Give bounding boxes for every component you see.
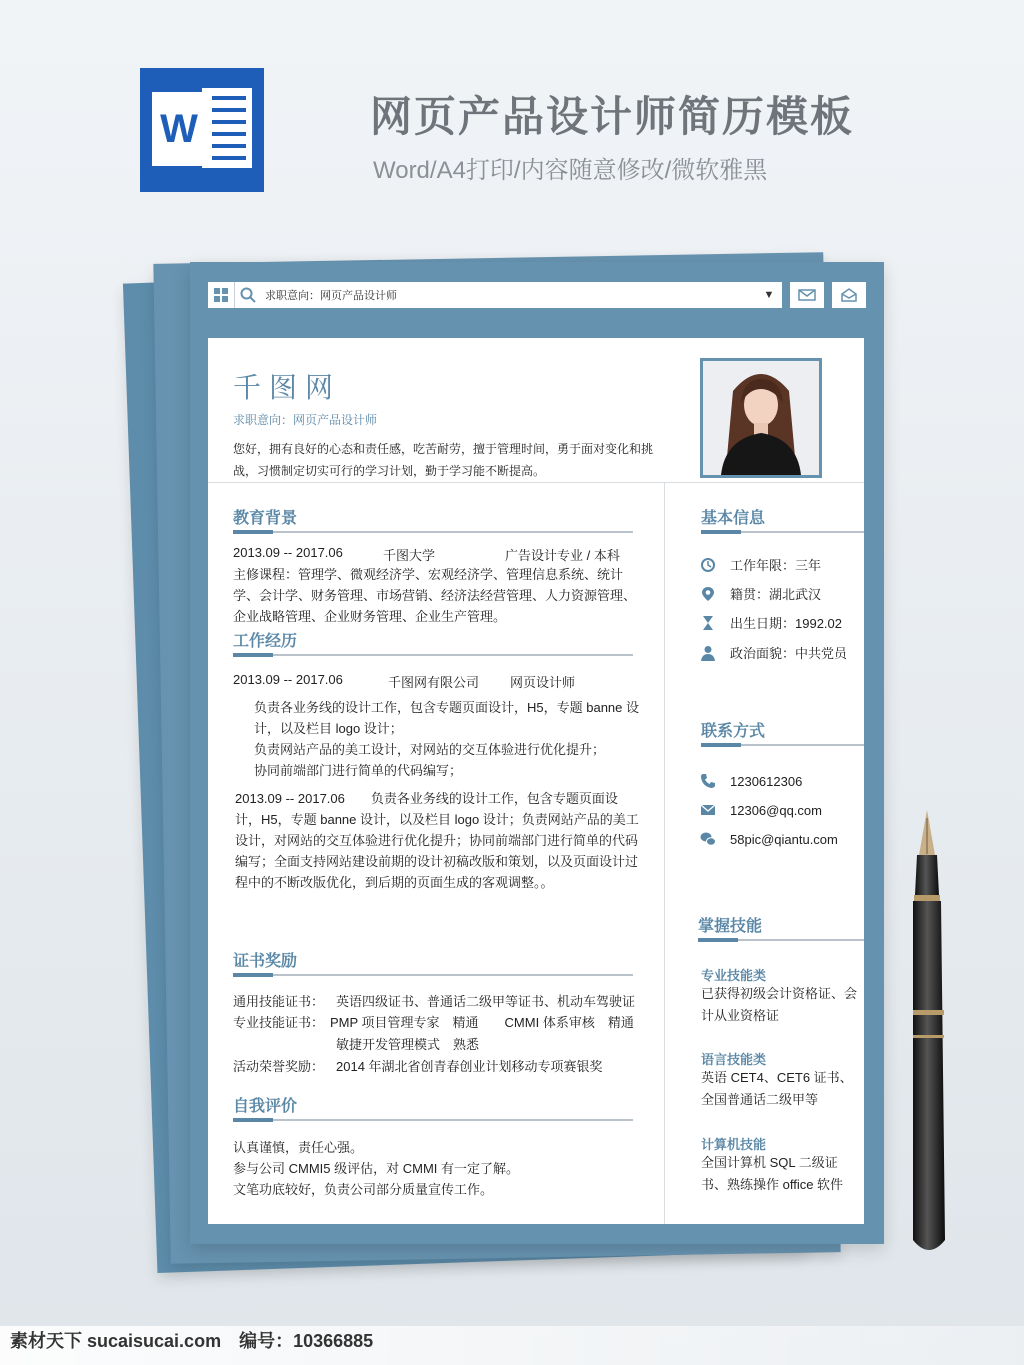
section-title-certs: 证书奖励 <box>233 953 298 970</box>
watermark: 素材天下 sucaisucai.com 编号：10366885 <box>0 1326 1024 1365</box>
fountain-pen-icon <box>905 810 955 1260</box>
info-politics: 政治面貌：中共党员 <box>700 643 847 662</box>
work-block-2: 2013.09 -- 2017.06 负责各业务线的设计工作，包含专题页面设计，H5，专题 banne 设计，以及栏目 logo 设计；负责网站产品的美工设计，对网站的交互体验进行优化提升；协同前端部门进行简单的代码编写；全面支持网站建设前期的设计初稿改版和策划，以及页面设计过程中的不断改版优化，到后期的页面生成的客观调整。。 <box>235 791 639 890</box>
contact-phone: 1230612306 <box>700 773 802 789</box>
self-line-1: 认真谨慎，责任心强。 <box>233 1140 364 1155</box>
skill-text-computer: 全国计算机 SQL 二级证书、熟练操作 office 软件 <box>701 1155 844 1192</box>
hourglass-icon <box>700 615 716 631</box>
left-column <box>208 483 665 1224</box>
mail-icon[interactable] <box>782 282 824 308</box>
section-title-education: 教育背景 <box>233 510 298 527</box>
candidate-name: 千图网 <box>233 372 342 403</box>
section-divider <box>701 744 864 746</box>
work-date-1: 2013.09 -- 2017.06 <box>233 672 343 687</box>
word-logo <box>140 68 264 192</box>
phone-icon <box>700 773 716 789</box>
section-title-contact: 联系方式 <box>701 723 766 740</box>
section-title-basic: 基本信息 <box>701 510 766 527</box>
section-divider <box>233 1119 633 1121</box>
education-courses: 主修课程：管理学、微观经济学、宏观经济学、管理信息系统、统计学、会计学、财务管理、市场营销、经济法经营管理、人力资源管理、企业战略管理、企业财务管理、企业生产管理。 <box>233 567 637 624</box>
section-title-self: 自我评价 <box>233 1098 298 1115</box>
cert-label-2: 专业技能证书： <box>233 1015 325 1030</box>
cert-value-2b: 敏捷开发管理模式 熟悉 <box>336 1037 480 1052</box>
hero-title: 网页产品设计师简历模板 <box>370 93 855 140</box>
right-column <box>665 483 864 1224</box>
skill-text-lang: 英语 CET4、CET6 证书、全国普通话二级甲等 <box>701 1070 853 1107</box>
cert-value-3: 2014 年湖北省创青春创业计划移动专项赛银奖 <box>336 1059 603 1074</box>
resume-paper <box>208 338 864 1224</box>
cert-label-1: 通用技能证书： <box>233 994 325 1009</box>
profile-photo <box>700 358 822 478</box>
job-intent: 求职意向：网页产品设计师 <box>233 413 378 427</box>
skill-text-pro: 已获得初级会计资格证、会计从业资格证 <box>701 986 858 1023</box>
cert-label-3: 活动荣誉奖励： <box>233 1059 325 1074</box>
hero-subtitle: Word/A4打印/内容随意修改/微软雅黑 <box>373 157 768 184</box>
word-letter: W <box>152 92 206 166</box>
work-company-1: 千图网有限公司 <box>388 675 480 690</box>
info-years: 工作年限：三年 <box>700 555 821 574</box>
section-divider <box>698 939 864 941</box>
cert-value-1: 英语四级证书、普通话二级甲等证书、机动车驾驶证 <box>336 994 636 1009</box>
mail-icon <box>700 802 716 818</box>
education-school: 千图大学 <box>383 548 436 563</box>
open-mail-icon[interactable] <box>824 282 866 308</box>
windows-icon[interactable] <box>208 282 235 308</box>
location-pin-icon <box>700 586 716 602</box>
section-divider <box>233 531 633 533</box>
cert-value-2: PMP 项目管理专家 精通 CMMI 体系审核 精通 <box>330 1015 634 1030</box>
self-line-3: 文笔功底较好，负责公司部分质量宣传工作。 <box>233 1182 494 1197</box>
section-divider <box>233 974 633 976</box>
work-desc-1: 负责各业务线的设计工作，包含专题页面设计，H5，专题 banne 设计，以及栏目 logo 设计； <box>254 700 639 736</box>
contact-email: 58pic@qiantu.com <box>700 831 838 847</box>
wechat-icon <box>700 831 716 847</box>
toolbar <box>208 282 866 308</box>
work-role-1: 网页设计师 <box>510 675 576 690</box>
education-major: 广告设计专业 / 本科 <box>505 548 620 563</box>
skill-heading-computer: 计算机技能 <box>701 1137 767 1152</box>
self-line-2: 参与公司 CMMI5 级评估，对 CMMI 有一定了解。 <box>233 1161 519 1176</box>
document-lines-icon <box>202 88 252 168</box>
section-title-skills: 掌握技能 <box>698 918 763 935</box>
section-divider <box>233 654 633 656</box>
section-title-work: 工作经历 <box>233 633 298 650</box>
work-years-icon <box>700 557 716 573</box>
resume-header <box>208 338 864 483</box>
intro-text: 您好，拥有良好的心态和责任感，吃苦耐劳，擅于管理时间，勇于面对变化和挑战，习惯制定切实可行的学习计划，勤于学习能不断提高。 <box>233 442 654 478</box>
resume-sheet <box>190 262 884 1244</box>
contact-qq: 12306@qq.com <box>700 802 822 818</box>
work-desc-2: 负责网站产品的美工设计，对网站的交互体验进行优化提升； <box>254 742 606 757</box>
dropdown-arrow-icon[interactable]: ▼ <box>763 289 775 301</box>
skill-heading-lang: 语言技能类 <box>701 1052 767 1067</box>
skill-heading-pro: 专业技能类 <box>701 968 767 983</box>
person-icon <box>700 645 716 661</box>
education-date: 2013.09 -- 2017.06 <box>233 545 343 560</box>
info-birth: 出生日期：1992.02 <box>700 613 842 632</box>
search-icon[interactable] <box>235 287 261 303</box>
work-desc-3: 协同前端部门进行简单的代码编写； <box>254 763 463 778</box>
section-divider <box>701 531 864 533</box>
info-origin: 籍贯：湖北武汉 <box>700 584 821 603</box>
toolbar-search-text[interactable]: 求职意向：网页产品设计师 <box>265 289 397 302</box>
